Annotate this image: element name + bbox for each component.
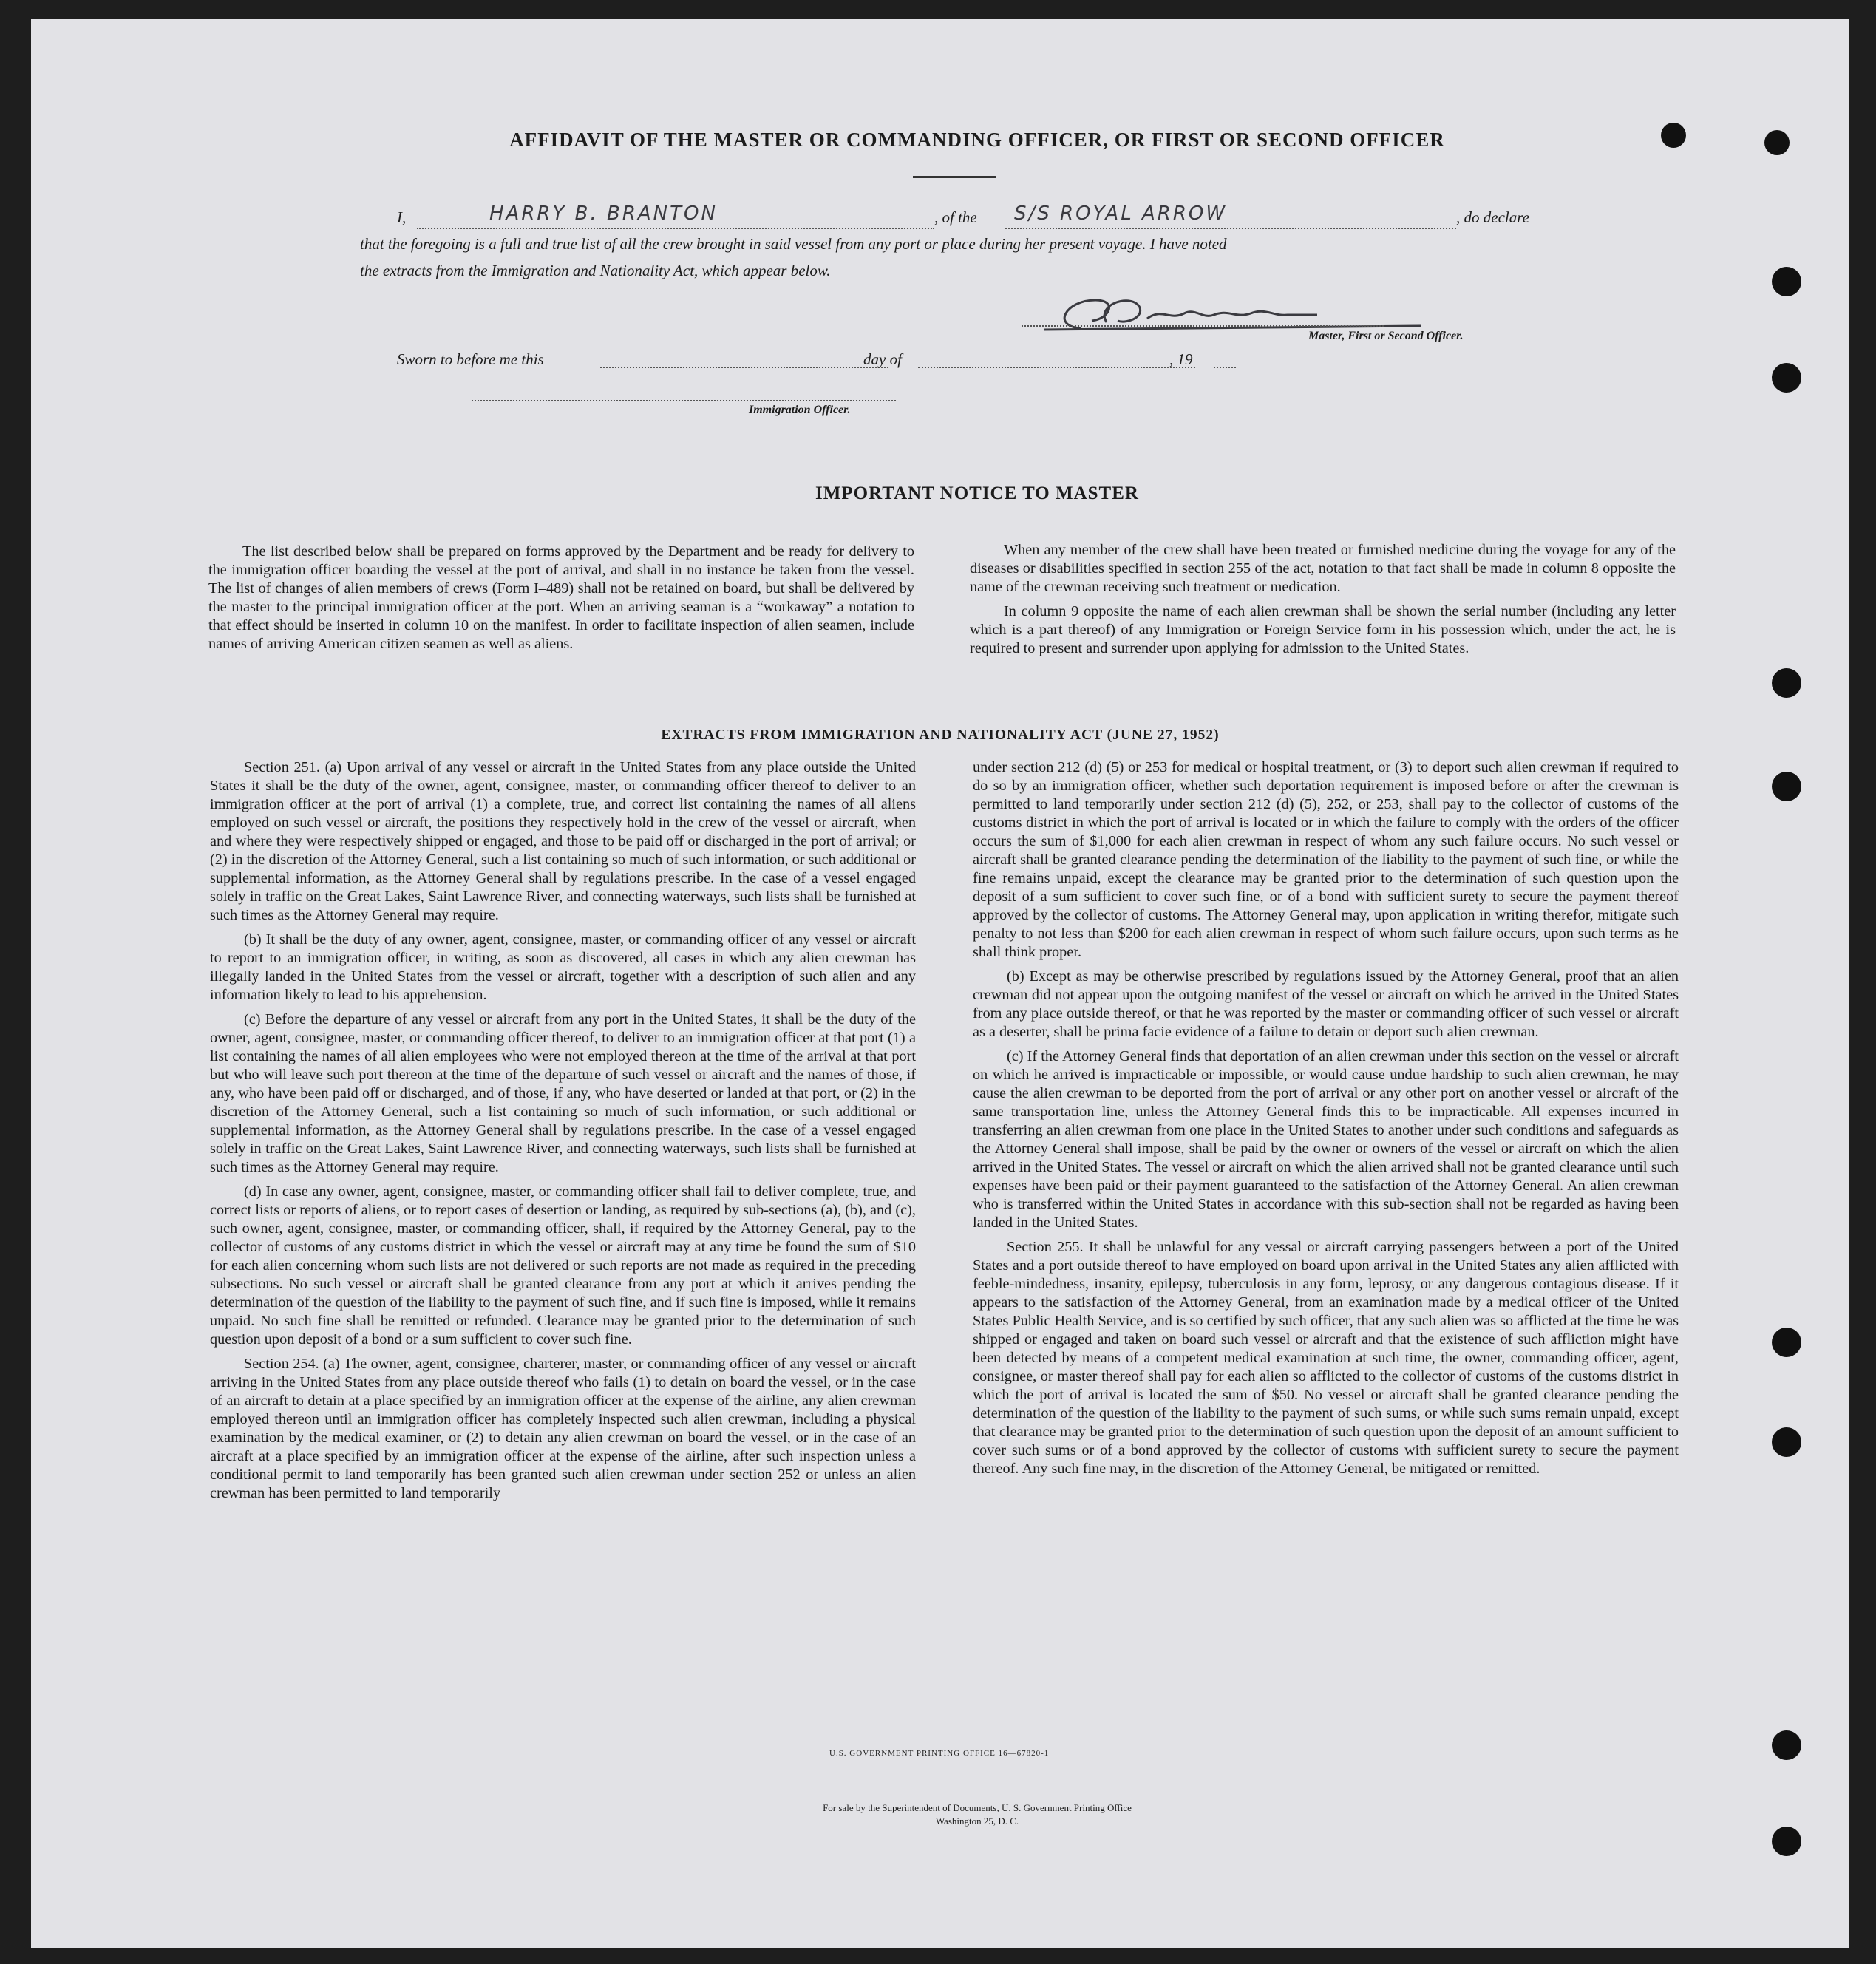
extracts-left-column: [210, 758, 916, 1509]
i-label: I,: [397, 208, 407, 226]
punch-hole: [1772, 363, 1801, 393]
punch-hole: [1764, 130, 1790, 155]
extracts-title: EXTRACTS FROM IMMIGRATION AND NATIONALITY ACT (JUNE 27, 1952): [661, 727, 1220, 743]
section-251-d: (d) In case any owner, agent, consignee, master, or commanding officer shall fail to deliver complete, true, and correct lists or reports of aliens, or to report cases of desertion or landing, as required by sub-sections (a), (b), and (c), such owner, agent, consignee, master, or commanding officer, shall, if required by the Attorney General, pay to the collector of customs of any customs district in which the vessel or aircraft may at any time be found the sum of $10 for each alien concerning whom such lists are not delivered or such reports are not made as required in the preceding subsections. No such vessel or aircraft shall be granted clearance from any port at which it arrives pending the determination of the question of the liability to the payment of such fine, and if such fine is imposed, while it remains unpaid. No such fine shall be remitted or refunded. Clearance may be granted prior to the determination of such question upon deposit of a bond or a sum sufficient to cover such fine.: [210, 1183, 916, 1348]
section-254-b: (b) Except as may be otherwise prescribed by regulations issued by the Attorney General, proof that an alien crewman did not appear upon the outgoing manifest of the vessel or aircraft on which he arrived in the United States from any place outside thereof, or that he was reported by the master or commanding officer of such vessel or aircraft as a deserter, shall be prima facie evidence of a failure to detain or deport such alien crewman.: [973, 968, 1679, 1040]
notice-left-paragraph: The list described below shall be prepared on forms approved by the Department and be ready for delivery to the immigration officer boarding the vessel at the port of arrival, and shall in no instance be taken from the vessel. The list of changes of alien members of crews (Form I–489) shall not be retained on board, but shall be delivered by the master to the principal immigration officer at the port. When an arriving seaman is a “workaway” a notation to that effect should be inserted in column 10 on the manifest. In order to facilitate inspection of alien seamen, include names of arriving American citizen seamen as well as aliens.: [208, 543, 914, 652]
section-251-a: Section 251. (a) Upon arrival of any vessel or aircraft in the United States from any place outside the United States it shall be the duty of the owner, agent, consignee, master, or commanding officer thereof to deliver to an immigration officer at the port of arrival (1) a complete, true, and correct list containing the names of all aliens employed on such vessel or aircraft, the positions they respectively hold in the crew of the vessel or aircraft, when and where they were respectively shipped or engaged, and those to be paid off or discharged in the port of arrival; or (2) in the discretion of the Attorney General, such a list containing so much of such information, or such additional or supplemental information, as the Attorney General shall by regulations prescribe. In the case of a vessel engaged solely in traffic on the Great Lakes, Saint Lawrence River, and connecting waterways, such lists shall be furnished at such times as the Attorney General may require.: [210, 759, 916, 923]
officer-caption: Immigration Officer.: [749, 404, 851, 416]
sworn-day-line: [600, 367, 888, 368]
title-divider: [913, 176, 996, 178]
of-the-label: , of the: [934, 208, 977, 226]
punch-hole: [1772, 1827, 1801, 1856]
punch-hole: [1661, 123, 1686, 148]
notice-right-column: [970, 541, 1676, 664]
document-page: [31, 19, 1849, 1948]
sworn-year-line: [1214, 367, 1236, 368]
punch-hole: [1772, 1427, 1801, 1457]
master-name: HARRY B. BRANTON: [489, 203, 718, 225]
section-251-c: (c) Before the departure of any vessel or aircraft from any port in the United States, it shall be the duty of the owner, agent, consignee, master, or commanding officer thereof, to deliver to an immigration officer at that port (1) a list containing the names of all alien employees who were not employed thereon at the time of the arrival at that port but who will leave such port thereon at the time of the departure of such vessel or aircraft and the names of those, if any, who have been paid off or discharged, and of those, if any, who have deserted or landed at that port, or (2) in the discretion of the Attorney General, such a list containing so much of such information, or such additional or supplemental information, as the Attorney General shall by regulations prescribe. In the case of a vessel engaged solely in traffic on the Great Lakes, Saint Lawrence River, and connecting waterways, such lists shall be furnished at such times as the Attorney General may require.: [210, 1011, 916, 1175]
sworn-label: Sworn to before me this: [397, 350, 544, 368]
sale-line-2: Washington 25, D. C.: [935, 1815, 1019, 1827]
section-255: Section 255. It shall be unlawful for any vessal or aircraft carrying passengers between a port of the United States and a port outside thereof to have employed on board upon arrival in the United States any alien afflicted with feeble-mindedness, insanity, epilepsy, tuberculosis in any form, leprosy, or any dangerous contagious disease. If it appears to the satisfaction of the Attorney General, from an examination made by a medical officer of the United States Public Health Service, and is so certified by such officer, that any such alien was so afflicted at the time he was shipped or engaged and taken on board such vessel or aircraft and that the existence of such affliction might have been detected by means of a competent medical examination at such time, the owner, commanding officer, agent, consignee, or master thereof shall pay for each alien so afflicted to the collector of customs of the customs district in which the port of arrival is located the sum of $50. No vessel or aircraft shall be granted clearance pending the determination of the question of the liability to the payment of such sums, or while such sums remain unpaid, except that clearance may be granted prior to the determination of such question upon the deposit of an amount sufficient to cover such sums or of a bond approved by the collector of customs with sufficient surety to secure the payment thereof. Any such fine may, in the discretion of the Attorney General, be mitigated or remitted.: [973, 1239, 1679, 1477]
section-254-c: (c) If the Attorney General finds that deportation of an alien crewman under this section on the vessel or aircraft on which he arrived is impracticable or impossible, or would cause undue hardship to such alien crewman, he may cause the alien crewman to be deported from the port of arrival or any other port on another vessel or aircraft of the same transportation line, unless the Attorney General finds this to be impracticable. All expenses incurred in transferring an alien crewman from one place in the United States to another under such conditions and safeguards as the Attorney General shall impose, shall be paid by the owner or owners of the vessel or aircraft on which the alien arrived in the United States. The vessel or aircraft on which the alien arrived shall not be granted clearance until such expenses have been paid or their payment guaranteed to the satisfaction of the Attorney General. An alien crewman who is transferred within the United States in accordance with this sub-section shall not be regarded as having been landed in the United States.: [973, 1048, 1679, 1231]
officer-signature-line: [472, 400, 896, 401]
signer-caption: Master, First or Second Officer.: [1308, 330, 1464, 342]
vessel-name: S/S ROYAL ARROW: [1014, 203, 1228, 225]
section-251-b: (b) It shall be the duty of any owner, agent, consignee, master, or commanding officer of any vessel or aircraft to report to an immigration officer, in writing, as soon as discovered, all cases in which any alien crewman has illegally landed in the United States from the vessel or aircraft, together with a description of such alien and any information likely to lead to his apprehension.: [210, 931, 916, 1003]
notice-title: IMPORTANT NOTICE TO MASTER: [815, 483, 1139, 503]
punch-hole: [1772, 668, 1801, 698]
sale-line-1: For sale by the Superintendent of Documents, U. S. Government Printing Office: [823, 1802, 1132, 1813]
punch-hole: [1772, 267, 1801, 296]
vessel-name-line: [1005, 228, 1456, 229]
year-label: , 19: [1169, 350, 1193, 368]
do-declare-label: , do declare: [1456, 208, 1529, 226]
punch-hole: [1772, 1328, 1801, 1357]
notice-right-paragraph-1: When any member of the crew shall have been treated or furnished medicine during the voyage for any of the diseases or disabilities specified in section 255 of the act, notation to that fact shall be made in column 8 opposite the name of the crewman receiving such treatment or medication.: [970, 542, 1676, 595]
punch-hole: [1772, 1730, 1801, 1760]
affidavit-title: AFFIDAVIT OF THE MASTER OR COMMANDING OFFICER, OR FIRST OR SECOND OFFICER: [509, 129, 1445, 151]
declaration-line-1: that the foregoing is a full and true list of all the crew brought in said vessel from any port or place during her present voyage. I have noted: [360, 235, 1227, 253]
signature-line: [1022, 325, 1384, 327]
notice-right-paragraph-2: In column 9 opposite the name of each alien crewman shall be shown the serial number (including any letter which is a part thereof) of any Immigration or Foreign Service form in his possession which, under the act, he is required to present and surrender upon applying for admission to the United States.: [970, 603, 1676, 656]
punch-hole: [1772, 772, 1801, 801]
sworn-month-line: [918, 367, 1195, 368]
master-name-line: [417, 228, 934, 229]
printing-office-code: U.S. GOVERNMENT PRINTING OFFICE 16—67820-1: [829, 1749, 1050, 1758]
day-of-label: day of: [863, 350, 902, 368]
extracts-right-column: [973, 758, 1679, 1484]
section-254-a-continued: under section 212 (d) (5) or 253 for medical or hospital treatment, or (3) to deport such alien crewman if required to do so by an immigration officer, whether such deportation requirement is imposed before or after the crewman is permitted to land temporarily under section 212 (d) (5), 252, or 253, shall pay to the collector of customs of the customs district in which the port of arrival is located or in which the failure to comply with the orders of the officer occurs the sum of $1,000 for each alien crewman in respect of whom any such failure occurs. No such vessel or aircraft shall be granted clearance pending the determination of the liability to the payment of such fine, or while the fine remains unpaid, except the clearance may be granted prior to the determination of such question upon the deposit of a sum sufficient to cover such fine, or of a bond with sufficient surety to secure the payment thereof approved by the collector of customs. The Attorney General may, upon application in writing therefor, mitigate such penalty to not less than $200 for each alien crewman in respect of whom such failure occurs, upon such terms as he shall think proper.: [973, 759, 1679, 960]
declaration-line-2: the extracts from the Immigration and Nationality Act, which appear below.: [360, 262, 831, 279]
section-254-a: Section 254. (a) The owner, agent, consignee, charterer, master, or commanding officer of any vessel or aircraft arriving in the United States from any place outside thereof who fails (1) to detain on board the vessel, or in the case of an aircraft to detain at a place specified by an immigration officer at the expense of the airline, any alien crewman employed thereon until an immigration officer has completely inspected such alien crewman, including a physical examination by the medical examiner, or (2) to detain any alien crewman on board the vessel, or in the case of an aircraft at a place specified by an immigration officer at the expense of the airline, after such inspection unless a conditional permit to land temporarily has been granted such alien crewman under section 252 or unless an alien crewman has been permitted to land temporarily: [210, 1356, 916, 1501]
notice-left-column: [208, 543, 914, 659]
